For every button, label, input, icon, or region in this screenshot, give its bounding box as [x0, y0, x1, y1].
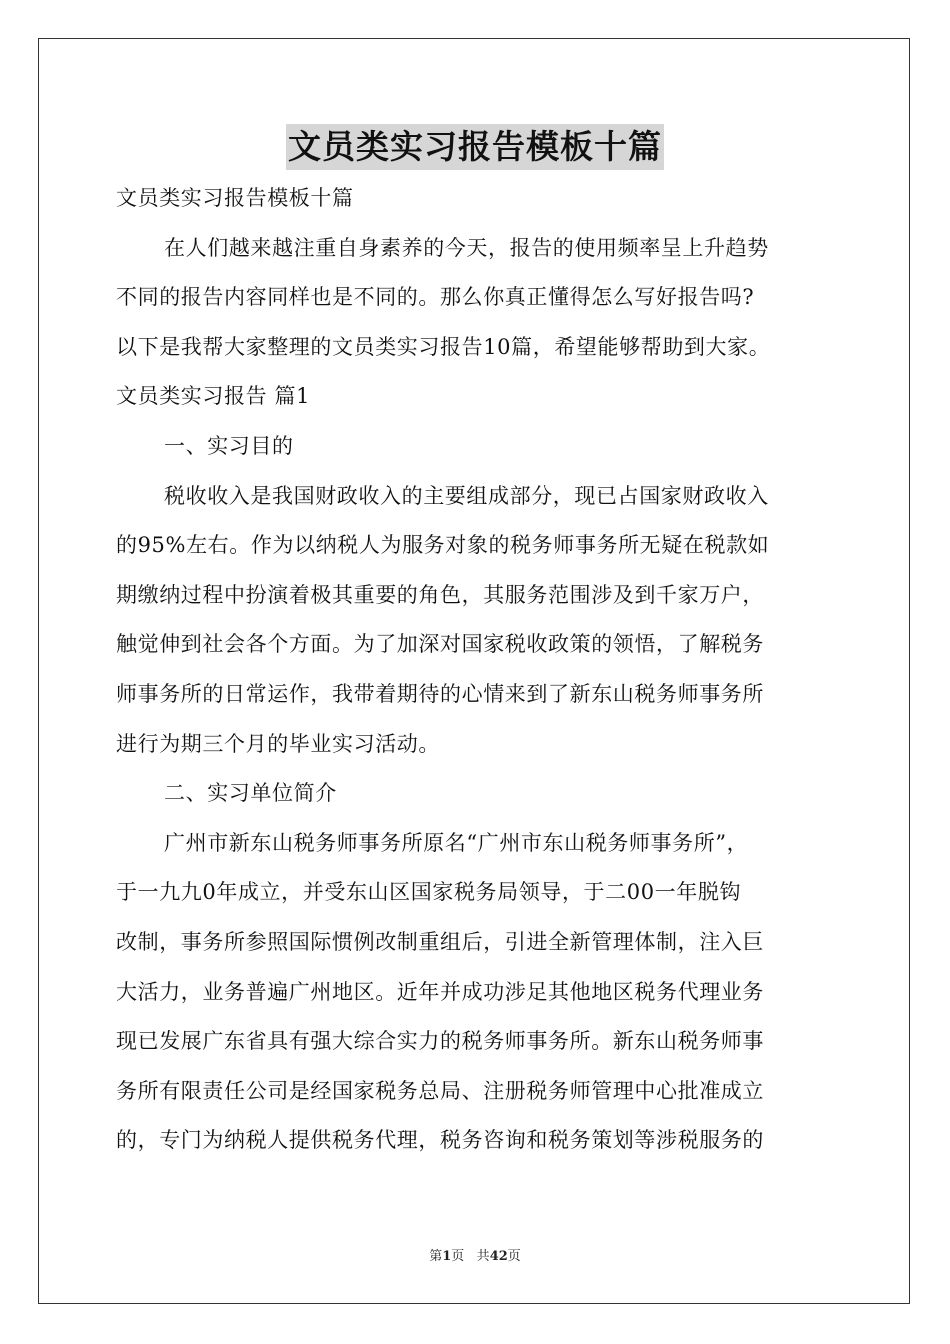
page-label-suffix: 页	[451, 1249, 465, 1264]
paragraph-line: 于一九九0年成立，并受东山区国家税务局领导，于二00一年脱钩	[116, 880, 742, 905]
section-heading: 文员类实习报告 篇1	[116, 384, 311, 409]
subsection-heading: 二、实习单位简介	[164, 781, 337, 806]
intro-paragraph-line: 在人们越来越注重自身素养的今天，报告的使用频率呈上升趋势	[164, 235, 769, 260]
total-label-prefix: 共	[476, 1249, 490, 1264]
paragraph-line: 进行为期三个月的毕业实习活动。	[116, 731, 440, 756]
title-area	[0, 124, 950, 170]
subtitle-line: 文员类实习报告模板十篇	[116, 186, 354, 210]
paragraph-line: 改制，事务所参照国际惯例改制重组后，引进全新管理体制，注入巨	[116, 929, 764, 954]
page-footer	[0, 1248, 950, 1266]
page-label-prefix: 第	[429, 1249, 443, 1264]
document-body	[116, 174, 836, 1166]
document-title: 文员类实习报告模板十篇	[286, 124, 664, 170]
paragraph-line: 务所有限责任公司是经国家税务总局、注册税务师管理中心批准成立	[116, 1078, 764, 1103]
total-label-suffix: 页	[507, 1249, 521, 1264]
subsection-heading: 一、实习目的	[164, 433, 294, 458]
current-page-number: 1	[442, 1249, 452, 1264]
paragraph-line: 广州市新东山税务师事务所原名“广州市东山税务师事务所”，	[164, 830, 749, 855]
total-pages-number: 42	[489, 1249, 508, 1264]
intro-paragraph-line: 以下是我帮大家整理的文员类实习报告10篇，希望能够帮助到大家。	[116, 334, 771, 359]
paragraph-line: 现已发展广东省具有强大综合实力的税务师事务所。新东山税务师事	[116, 1029, 764, 1054]
intro-paragraph-line: 不同的报告内容同样也是不同的。那么你真正懂得怎么写好报告吗?	[116, 285, 755, 310]
paragraph-line: 大活力，业务普遍广州地区。近年并成功涉足其他地区税务代理业务	[116, 979, 764, 1004]
paragraph-line: 的，专门为纳税人提供税务代理，税务咨询和税务策划等涉税服务的	[116, 1128, 764, 1153]
paragraph-line: 的95%左右。作为以纳税人为服务对象的税务师事务所无疑在税款如	[116, 533, 770, 558]
paragraph-line: 师事务所的日常运作，我带着期待的心情来到了新东山税务师事务所	[116, 681, 764, 706]
paragraph-line: 税收收入是我国财政收入的主要组成部分，现已占国家财政收入	[164, 483, 769, 508]
paragraph-line: 期缴纳过程中扮演着极其重要的角色，其服务范围涉及到千家万户，	[116, 582, 764, 607]
paragraph-line: 触觉伸到社会各个方面。为了加深对国家税收政策的领悟，了解税务	[116, 632, 764, 657]
